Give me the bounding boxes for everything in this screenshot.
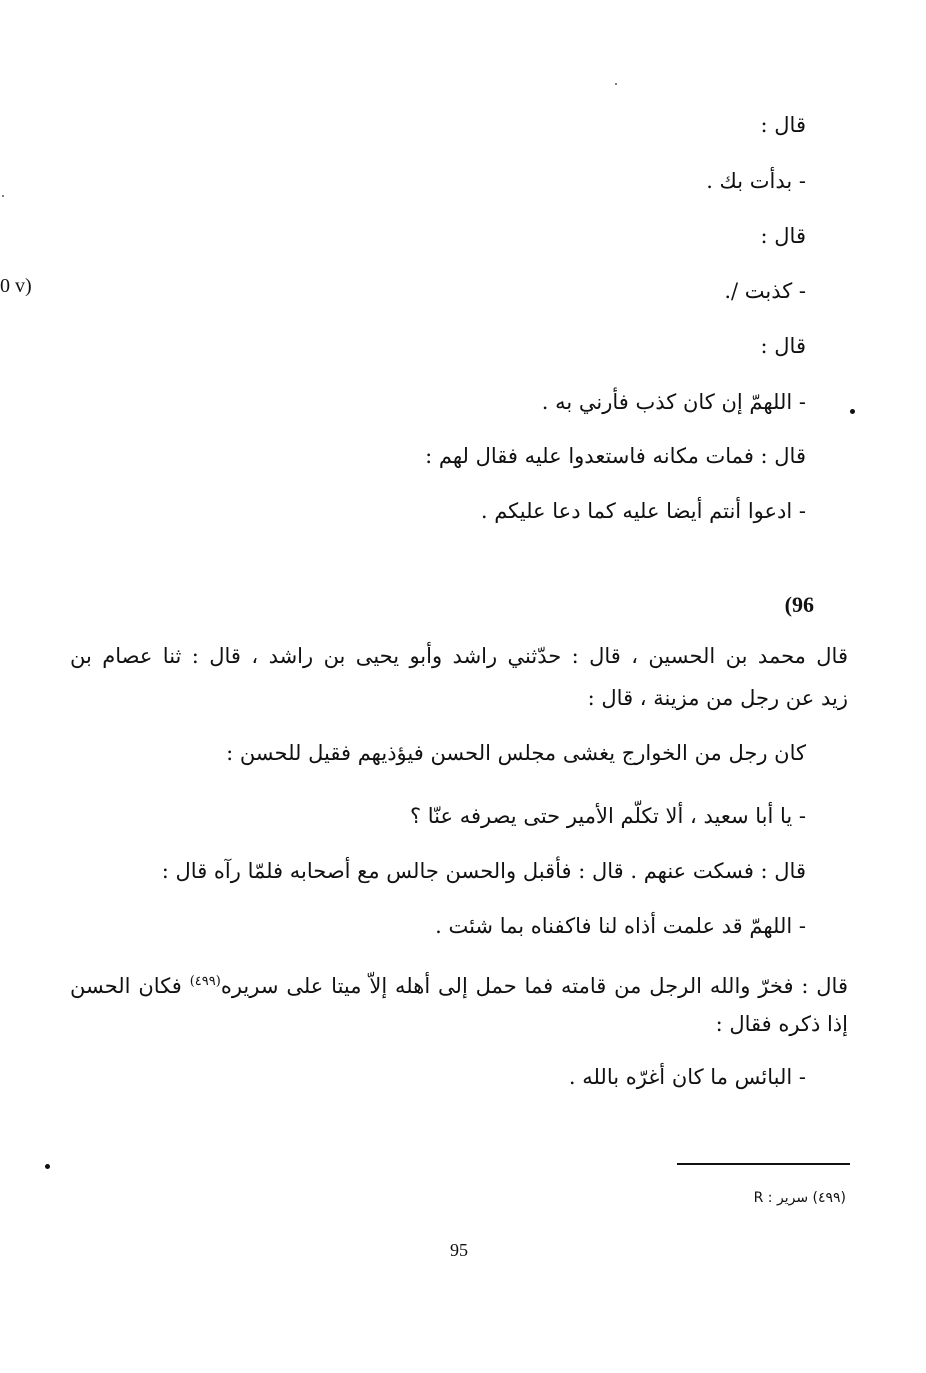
text-line-5: قال :	[760, 334, 806, 358]
footnote-reference: (٤٩٩)	[189, 974, 221, 989]
margin-note: 0 v)	[0, 275, 32, 297]
paragraph-6-text-b: فكان الحسن	[70, 974, 190, 998]
page-number: 95	[450, 1240, 468, 1260]
section-number: (96	[784, 592, 814, 617]
text-line-6: - اللهمّ إن كان كذب فأرني به .	[541, 390, 806, 414]
scan-dot	[45, 1164, 50, 1169]
paragraph-1-line-1: قال محمد بن الحسين ، قال : حدّثني راشد وأبو يحيى بن راشد ، قال : ثنا عصام بن	[70, 644, 848, 668]
paragraph-6-line-2: إذا ذكره فقال :	[715, 1012, 848, 1036]
text-line-1: قال :	[760, 113, 806, 137]
scan-dot	[850, 409, 855, 414]
paragraph-3: - يا أبا سعيد ، ألا تكلّم الأمير حتى يصرفه عنّا ؟	[409, 804, 806, 828]
text-line-7: قال : فمات مكانه فاستعدوا عليه فقال لهم :	[425, 444, 806, 468]
text-line-3: قال :	[760, 224, 806, 248]
paragraph-1-line-2: زيد عن رجل من مزينة ، قال :	[587, 686, 848, 710]
paragraph-2: كان رجل من الخوارج يغشى مجلس الحسن فيؤذيهم فقيل للحسن :	[226, 741, 806, 765]
footnote-rule	[677, 1163, 850, 1165]
text-line-4: - كذبت /.	[724, 279, 806, 303]
paragraph-5: - اللهمّ قد علمت أذاه لنا فاكفناه بما شئت .	[435, 914, 806, 938]
scan-speck	[2, 195, 4, 197]
paragraph-6-text-a: قال : فخرّ والله الرجل من قامته فما حمل إلى أهله إلاّ ميتا على سريره	[220, 974, 848, 998]
paragraph-6-line-1	[70, 967, 848, 1001]
footnote: (٤٩٩) سرير : R	[753, 1190, 846, 1206]
paragraph-4: قال : فسكت عنهم . قال : فأقبل والحسن جالس مع أصحابه فلمّا رآه قال :	[161, 859, 806, 883]
text-line-8: - ادعوا أنتم أيضا عليه كما دعا عليكم .	[480, 499, 806, 523]
scan-speck	[615, 83, 617, 85]
paragraph-7: - البائس ما كان أغرّه بالله .	[568, 1065, 806, 1089]
text-line-2: - بدأت بك .	[706, 169, 806, 193]
